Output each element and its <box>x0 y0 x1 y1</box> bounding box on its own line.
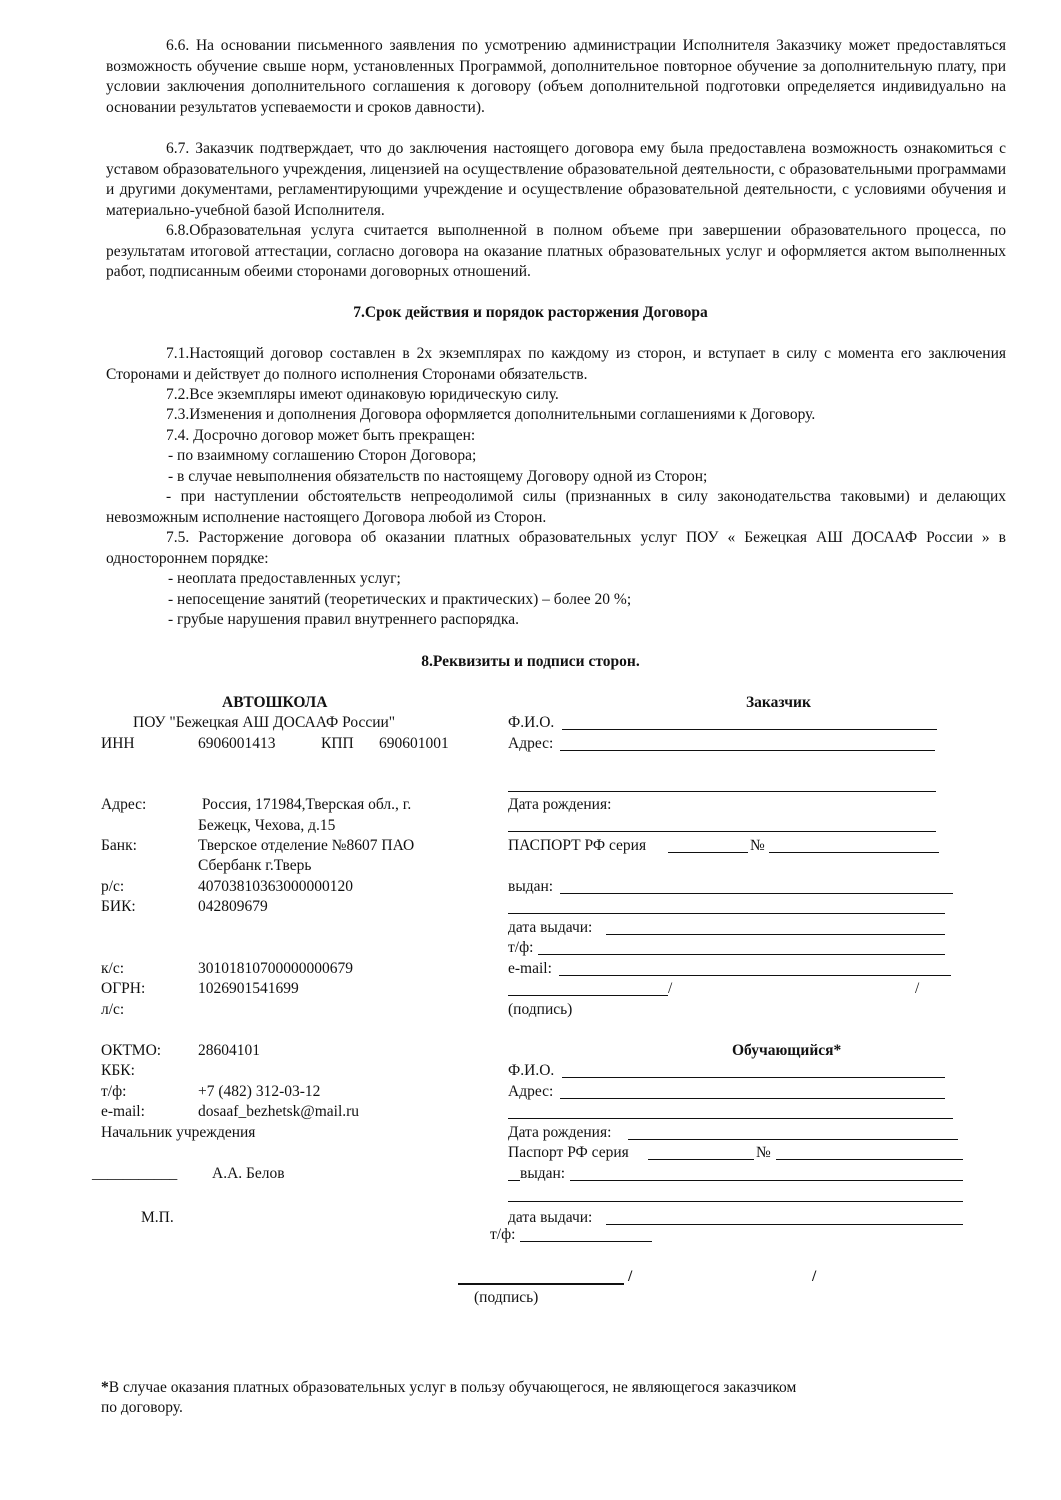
school-email-value: dosaaf_bezhetsk@mail.ru <box>198 1103 360 1120</box>
school-title: АВТОШКОЛА <box>222 694 328 711</box>
clause-6-6: 6.6. На основании письменного заявления по усмотрению администрации Исполнителя Заказчику может предоставляться возможность обучение свыше норм, установленных Программой, дополнительное повторное обучение за дополнительную плату, при условии заключения дополнительного соглашения к договору (объем дополнительной подготовки определяется индивидуально на основании результатов успеваемости и сроков давности). <box>106 37 1006 116</box>
student-title: Обучающийся* <box>732 1042 842 1059</box>
student-address-field[interactable] <box>560 1098 945 1099</box>
student-address-field-2[interactable] <box>508 1118 953 1119</box>
section-7-heading: 7.Срок действия и порядок расторжения Договора <box>353 304 708 321</box>
clause-7-4-b: - в случае невыполнения обязательств по настоящему Договору одной из Сторон; <box>168 468 708 485</box>
student-issued-label: выдан: <box>520 1165 566 1182</box>
oktmo-label: ОКТМО: <box>101 1042 162 1059</box>
school-tf-label: т/ф: <box>101 1083 127 1100</box>
inn-value: 6906001413 <box>198 735 276 752</box>
customer-address-field[interactable] <box>560 750 935 751</box>
clause-7-3: 7.3.Изменения и дополнения Договора оформляется дополнительными соглашениями к Договору. <box>166 406 816 423</box>
kbk-label: КБК: <box>101 1062 135 1079</box>
customer-passport-number-field[interactable] <box>769 852 939 853</box>
student-birth-field[interactable] <box>628 1139 958 1140</box>
rs-label: р/с: <box>101 878 125 895</box>
customer-fio-field[interactable] <box>562 729 937 730</box>
customer-address-field-2[interactable] <box>508 791 936 792</box>
customer-passport-label: ПАСПОРТ РФ серия <box>508 837 647 854</box>
customer-address-label: Адрес: <box>508 735 554 752</box>
student-passport-number-label: № <box>756 1144 771 1161</box>
ogrn-value: 1026901541699 <box>198 980 299 997</box>
student-issue-date-field[interactable] <box>606 1224 963 1225</box>
student-signature-field[interactable] <box>458 1283 624 1285</box>
kpp-label: КПП <box>321 735 354 752</box>
footnote-line1 <box>101 1378 796 1398</box>
clause-7-1: 7.1.Настоящий договор составлен в 2х экземплярах по каждому из сторон, и вступает в силу с момента его заключения Сторонами и действует до полного исполнения Сторонами обязательств. <box>106 345 1006 383</box>
head-label: Начальник учреждения <box>101 1124 256 1141</box>
school-name: ПОУ "Бежецкая АШ ДОСААФ России" <box>133 714 396 731</box>
customer-issue-date-label: дата выдачи: <box>508 919 593 936</box>
clause-7-5-b: - непосещение занятий (теоретических и практических) – более 20 %; <box>168 591 632 608</box>
student-issued-field-2[interactable] <box>508 1201 963 1202</box>
student-tf-label: т/ф: <box>490 1226 516 1243</box>
customer-tf-label: т/ф: <box>508 939 534 956</box>
customer-fio-label: Ф.И.О. <box>508 714 555 731</box>
student-tf-field[interactable] <box>520 1241 652 1242</box>
customer-email-label: e-mail: <box>508 960 552 977</box>
customer-issued-label: выдан: <box>508 878 554 895</box>
clause-7-4-a: - по взаимному соглашению Сторон Договора; <box>168 447 477 464</box>
customer-birth-field[interactable] <box>508 831 936 832</box>
student-issued-lead <box>508 1180 520 1181</box>
student-address-label: Адрес: <box>508 1083 554 1100</box>
school-address-line2: Бежецк, Чехова, д.15 <box>198 817 336 834</box>
clause-7-5: 7.5. Расторжение договора об оказании платных образовательных услуг ПОУ « Бежецкая АШ ДОСААФ России » в одностороннем порядке: <box>106 529 1006 567</box>
customer-signature-slash-1: / <box>668 980 673 997</box>
customer-issue-date-field[interactable] <box>606 934 945 935</box>
customer-signature-caption: (подпись) <box>508 1001 573 1018</box>
student-birth-label: Дата рождения: <box>508 1124 612 1141</box>
bik-label: БИК: <box>101 898 136 915</box>
student-passport-number-field[interactable] <box>776 1159 963 1160</box>
school-address-label: Адрес: <box>101 796 147 813</box>
school-email-label: e-mail: <box>101 1103 145 1120</box>
footnote-text: В случае оказания платных образовательных услуг в пользу обучающегося, не являющегося заказчиком <box>108 1379 797 1396</box>
clause-7-4: 7.4. Досрочно договор может быть прекращен: <box>166 427 476 444</box>
section-8-heading: 8.Реквизиты и подписи сторон. <box>421 653 640 670</box>
clause-7-2: 7.2.Все экземпляры имеют одинаковую юридическую силу. <box>166 386 559 403</box>
rs-value: 40703810363000000120 <box>198 878 353 895</box>
customer-tf-field[interactable] <box>538 954 945 955</box>
student-fio-field[interactable] <box>562 1077 945 1078</box>
footnote-star: * <box>101 1379 109 1396</box>
ks-value: 30101810700000000679 <box>198 960 353 977</box>
ks-label: к/с: <box>101 960 125 977</box>
customer-passport-series-field[interactable] <box>668 852 748 853</box>
footnote-line2: по договору. <box>101 1399 183 1416</box>
clause-7-5-c: - грубые нарушения правил внутреннего распорядка. <box>168 611 519 628</box>
kpp-value: 690601001 <box>379 735 449 752</box>
bank-label: Банк: <box>101 837 137 854</box>
student-issue-date-label: дата выдачи: <box>508 1209 593 1226</box>
bank-line2: Сбербанк г.Тверь <box>198 857 312 874</box>
head-signature-line: ___________ <box>92 1165 178 1182</box>
student-issued-field[interactable] <box>570 1180 963 1181</box>
school-address-line1: Россия, 171984,Тверская обл., г. <box>198 796 412 813</box>
inn-label: ИНН <box>101 735 135 752</box>
customer-signature-slash-2: / <box>915 980 920 997</box>
student-passport-label: Паспорт РФ серия <box>508 1144 629 1161</box>
ls-label: л/с: <box>101 1001 125 1018</box>
clause-6-8: 6.8.Образовательная услуга считается выполненной в полном объеме при завершении образовательного процесса, по результатам итоговой аттестации, согласно договора на оказание платных образовательных услуг и оформляется актом выполненных работ, подписанным обеими сторонами договорных отношений. <box>106 222 1006 280</box>
student-fio-label: Ф.И.О. <box>508 1062 555 1079</box>
customer-birth-label: Дата рождения: <box>508 796 612 813</box>
school-tf-value: +7 (482) 312-03-12 <box>198 1083 321 1100</box>
clause-6-7: 6.7. Заказчик подтверждает, что до заключения настоящего договора ему была предоставлена возможность ознакомиться с уставом образовательного учреждения, лицензией на осуществление образовательной деятельности, с образовательными программами и другими документами, регламентирующими учреждение и осуществление образовательной деятельности, с условиями обучения и материально-учебной базой Исполнителя. <box>106 140 1006 219</box>
ogrn-label: ОГРН: <box>101 980 146 997</box>
oktmo-value: 28604101 <box>198 1042 260 1059</box>
customer-email-field[interactable] <box>559 975 951 976</box>
customer-title: Заказчик <box>746 694 811 711</box>
head-name: А.А. Белов <box>212 1165 285 1182</box>
student-passport-series-field[interactable] <box>648 1159 754 1160</box>
customer-passport-number-label: № <box>750 837 765 854</box>
student-signature-slash-2: / <box>812 1268 817 1285</box>
customer-issued-field-2[interactable] <box>508 913 945 914</box>
bik-value: 042809679 <box>198 898 268 915</box>
student-signature-caption: (подпись) <box>474 1289 539 1306</box>
customer-signature-field[interactable] <box>508 995 668 996</box>
bank-line1: Тверское отделение №8607 ПАО <box>198 837 415 854</box>
customer-issued-field[interactable] <box>560 893 953 894</box>
clause-7-4-c: - при наступлении обстоятельств непреодолимой силы (признанных в силу законодательства таковыми) и делающих невозможным исполнение настоящего Договора любой из Сторон. <box>106 488 1006 526</box>
stamp-placeholder: М.П. <box>141 1209 174 1226</box>
clause-7-5-a: - неоплата предоставленных услуг; <box>168 570 401 587</box>
student-signature-slash-1: / <box>628 1268 633 1285</box>
